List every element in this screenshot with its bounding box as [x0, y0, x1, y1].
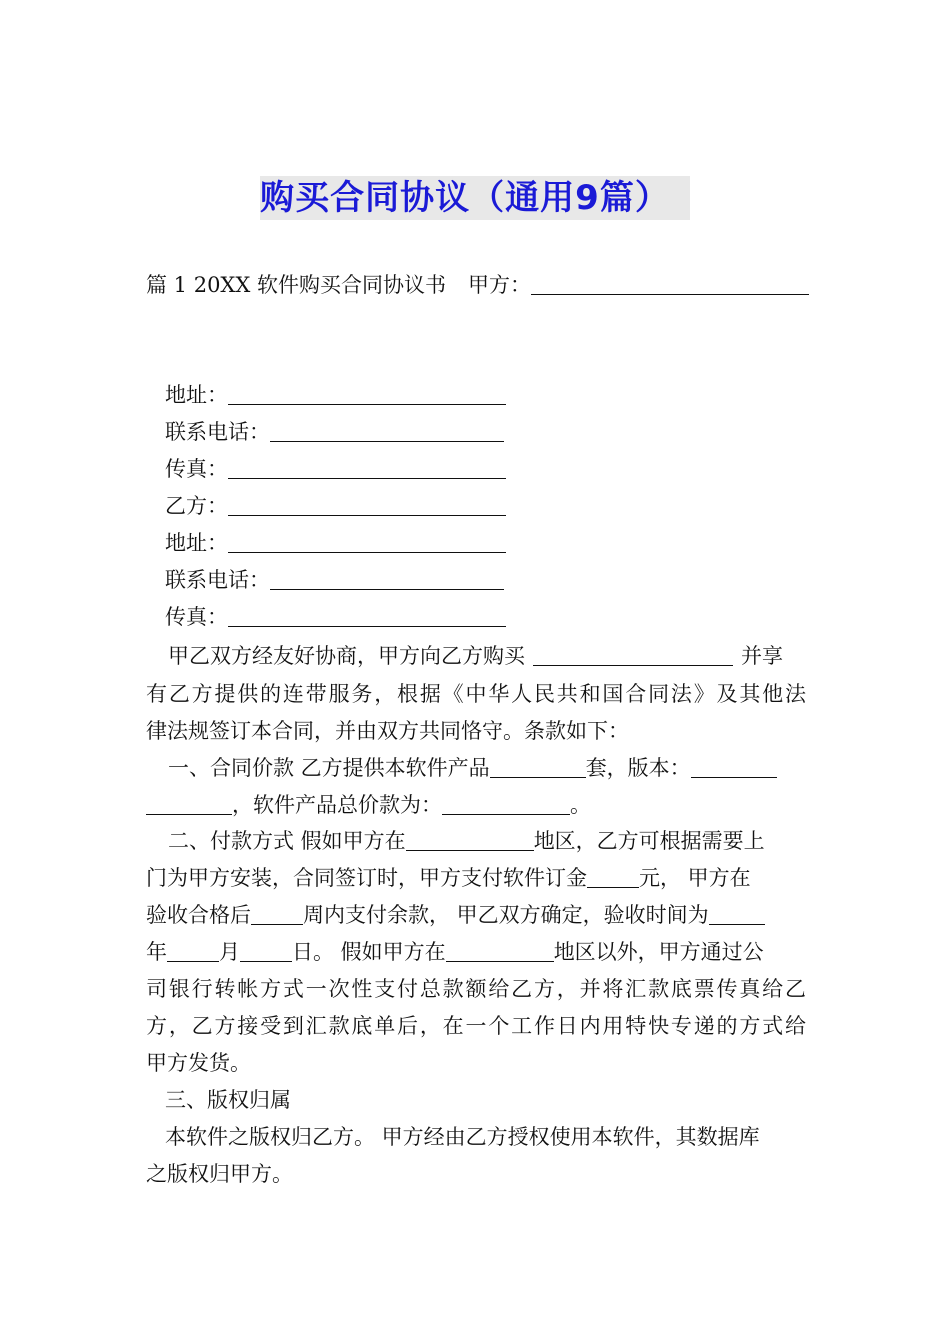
paragraph-text: 验收合格后 — [146, 903, 251, 927]
section-1-line — [146, 790, 591, 820]
field-row — [165, 565, 504, 595]
field-blank[interactable] — [228, 495, 506, 516]
field-blank[interactable] — [228, 384, 506, 405]
paragraph-line: 有乙方提供的连带服务，根据《中华人民共和国合同法》及其他法 — [146, 682, 806, 706]
paragraph-text: 月 — [219, 940, 240, 964]
paragraph-text: 地区以外，甲方通过公 — [553, 940, 764, 964]
paragraph-text: 门为甲方安装，合同签订时，甲方支付软件订金 — [146, 866, 587, 890]
total-price-blank[interactable] — [442, 794, 570, 815]
section-2-line: 方，乙方接受到汇款底单后，在一个工作日内用特快专递的方式给 — [146, 1014, 806, 1038]
date-blank[interactable] — [709, 904, 765, 925]
field-blank[interactable] — [270, 421, 504, 442]
paragraph-text: 本软件之版权归乙方。 甲方经由乙方授权使用本软件，其数据库 — [165, 1125, 760, 1149]
field-blank[interactable] — [228, 458, 506, 479]
field-row — [165, 491, 506, 521]
section-3-heading: 三、版权归属 — [165, 1088, 291, 1112]
section-2-line — [146, 900, 765, 930]
paragraph-text: 地区，乙方可根据需要上 — [533, 829, 765, 853]
field-row — [165, 528, 506, 558]
paragraph-text: 元， 甲方在 — [639, 866, 751, 890]
deposit-blank[interactable] — [587, 867, 639, 888]
section-2-line: 甲方发货。 — [146, 1051, 251, 1075]
field-blank[interactable] — [228, 532, 506, 553]
quantity-blank[interactable] — [490, 757, 586, 778]
section-1-heading: 一、合同价款 乙方提供本软件产品 — [168, 756, 490, 780]
title-container — [0, 176, 950, 220]
party-a-label: 甲方： — [468, 273, 532, 297]
header-line — [146, 270, 809, 300]
paragraph-text: 。 — [570, 793, 591, 817]
section-1-line — [146, 753, 806, 783]
field-row — [165, 380, 506, 410]
paragraph-text: 周内支付余款， 甲乙双方确定，验收时间为 — [303, 903, 709, 927]
field-blank[interactable] — [228, 606, 506, 627]
field-label: 地址： — [165, 531, 228, 555]
field-row — [165, 417, 504, 447]
paragraph-line — [146, 641, 806, 671]
section-2-line — [146, 937, 764, 967]
field-label: 联系电话： — [165, 568, 270, 592]
version-blank[interactable] — [691, 757, 777, 778]
document-title: 购买合同协议（通用9篇） — [260, 176, 690, 220]
section-2-line — [146, 826, 806, 856]
party-a-blank[interactable] — [531, 274, 809, 295]
article-heading: 篇 1 20XX 软件购买合同协议书 — [146, 273, 447, 297]
paragraph-text: ，软件产品总价款为： — [232, 793, 442, 817]
field-label: 联系电话： — [165, 420, 270, 444]
weeks-blank[interactable] — [251, 904, 303, 925]
field-label: 乙方： — [165, 494, 228, 518]
field-blank[interactable] — [270, 569, 504, 590]
paragraph-line: 律法规签订本合同，并由双方共同恪守。条款如下： — [146, 719, 629, 743]
section-2-heading: 二、付款方式 假如甲方在 — [168, 829, 406, 853]
section-2-line — [146, 863, 751, 893]
field-label: 传真： — [165, 457, 228, 481]
paragraph-text: 年 — [146, 940, 167, 964]
purchase-item-blank[interactable] — [533, 645, 733, 666]
section-3-line: 之版权归甲方。 — [146, 1162, 293, 1186]
region-blank-2[interactable] — [446, 941, 554, 962]
paragraph-text: 日。 假如甲方在 — [292, 940, 446, 964]
region-blank[interactable] — [406, 830, 534, 851]
section-3-line — [146, 1122, 806, 1152]
day-blank[interactable] — [240, 941, 292, 962]
field-label: 传真： — [165, 605, 228, 629]
month-blank[interactable] — [167, 941, 219, 962]
section-2-line: 司银行转帐方式一次性支付总款额给乙方，并将汇款底票传真给乙 — [146, 977, 806, 1001]
field-row — [165, 454, 506, 484]
field-row — [165, 602, 506, 632]
field-label: 地址： — [165, 383, 228, 407]
version-blank-cont[interactable] — [146, 794, 232, 815]
paragraph-text: 套，版本： — [585, 756, 691, 780]
paragraph-text: 甲乙双方经友好协商，甲方向乙方购买 — [168, 644, 525, 668]
paragraph-text: 并享 — [741, 644, 783, 668]
